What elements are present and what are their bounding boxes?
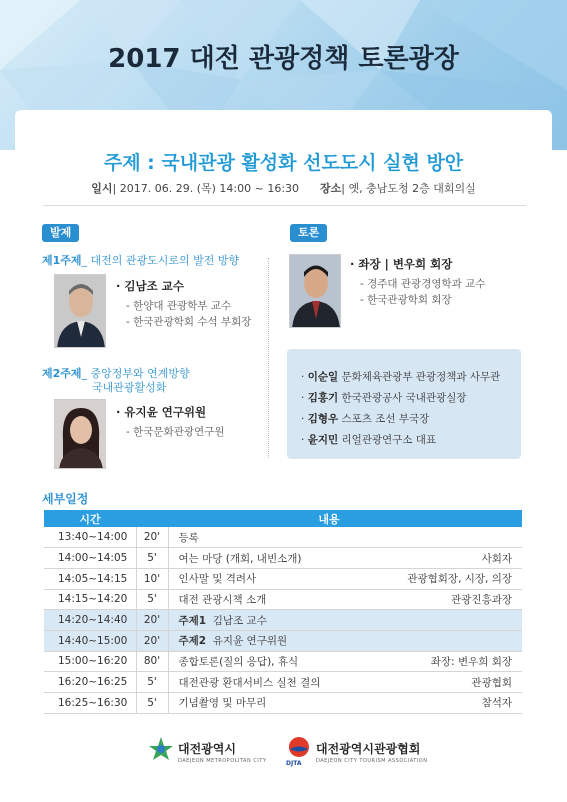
date-label: 일시 <box>91 182 113 195</box>
session-speaker: 김남조 교수 <box>212 614 267 627</box>
panelist-org: 리얼관광연구소 대표 <box>341 434 437 446</box>
speaker1-aff2: 한국관광학회 수석 부회장 <box>133 316 252 328</box>
schedule-row <box>44 589 522 610</box>
panelist-box <box>287 349 521 459</box>
speaker1-name: 김남조 교수 <box>124 279 184 293</box>
panelist-name: 김홍기 <box>307 392 339 404</box>
panelist-org: 한국관광공사 국내관광실장 <box>341 392 467 404</box>
schedule-content-cell <box>168 693 522 714</box>
panelist-name: 윤지민 <box>307 434 339 446</box>
schedule-header-row <box>44 510 522 527</box>
schedule-content: 기념촬영 및 마무리 <box>178 697 267 710</box>
schedule-content-cell <box>168 651 522 672</box>
first-subject: 제1주제_ 대전의 관광도시로의 발전 방향 <box>42 254 240 267</box>
djta-emblem-icon <box>288 736 310 758</box>
panelist-name: 이순일 <box>307 371 339 383</box>
speaker2: · 유지윤 연구위원 - 한국문화관광연구원 <box>116 405 225 438</box>
person-icon <box>55 400 106 469</box>
person-icon <box>290 255 341 328</box>
schedule-time: 14:20~14:40 <box>44 610 136 631</box>
schedule-content: 대전관광 환대서비스 실천 결의 <box>178 676 321 689</box>
schedule-row <box>44 693 522 714</box>
schedule-responsible: 관광협회장, 시장, 의장 <box>407 573 512 586</box>
schedule-time: 14:00~14:05 <box>44 548 136 569</box>
schedule-time: 14:40~15:00 <box>44 630 136 651</box>
chair-aff1: 경주대 관광경영학과 교수 <box>367 278 486 290</box>
schedule-responsible <box>512 530 522 545</box>
session-label: 주제2 <box>178 635 207 648</box>
first-subject-label: 제1주제 <box>42 254 82 267</box>
panelist-row: · 김홍기 한국관광공사 국내관광실장 <box>301 392 467 404</box>
chair-photo <box>289 254 341 328</box>
schedule-time: 14:15~14:20 <box>44 589 136 610</box>
divider <box>43 205 526 206</box>
schedule-minutes: 5' <box>136 589 168 610</box>
page-title: 2017 대전 관광정책 토론광장 <box>108 44 459 74</box>
schedule-row <box>44 630 522 651</box>
schedule-row <box>44 527 522 548</box>
chair-aff2: 한국관광학회 회장 <box>367 294 452 306</box>
chair-label: 좌장 <box>358 257 381 271</box>
association-name-en: DAEJEON CITY TOURISM ASSOCIATION <box>316 758 428 764</box>
schedule-minutes: 80' <box>136 651 168 672</box>
speaker1-photo <box>54 274 106 348</box>
schedule-content: 대전 관광시책 소개 <box>178 593 267 606</box>
schedule-row <box>44 651 522 672</box>
schedule-row <box>44 610 522 631</box>
schedule-row <box>44 568 522 589</box>
schedule-time: 16:25~16:30 <box>44 693 136 714</box>
session-speaker: 유지윤 연구위원 <box>212 635 288 648</box>
content-header: 내용 <box>136 510 522 527</box>
city-name-en: DAEJEON METROPOLITAN CITY <box>178 758 267 764</box>
schedule-time: 16:20~16:25 <box>44 672 136 693</box>
city-name: 대전광역시 <box>178 742 236 756</box>
schedule-title: 세부일정 <box>42 492 89 506</box>
second-subject-label: 제2주제 <box>42 367 82 380</box>
schedule-responsible <box>512 633 522 648</box>
column-divider <box>268 258 269 458</box>
speaker2-aff1: 한국문화관광연구원 <box>133 426 225 438</box>
panelist-org: 문화체육관광부 관광정책과 사무관 <box>341 371 501 383</box>
schedule-row <box>44 548 522 569</box>
second-subject-line2: 국내관광활성화 <box>92 381 167 394</box>
panelist-row: · 이순일 문화체육관광부 관광정책과 사무관 <box>301 371 501 383</box>
schedule-minutes: 20' <box>136 610 168 631</box>
schedule-content: 인사말 및 격려사 <box>178 573 257 586</box>
daejeon-city-logo <box>150 740 266 764</box>
panelist-name: 김형우 <box>307 413 339 425</box>
person-icon <box>55 275 106 348</box>
schedule-content: 종합토론(질의 응답), 휴식 <box>178 655 299 668</box>
place-value: 옛, 충남도청 2층 대회의실 <box>348 182 476 195</box>
schedule-table <box>44 510 522 714</box>
schedule-responsible: 사회자 <box>481 552 512 565</box>
panelist-row: · 윤지민 리얼관광연구소 대표 <box>301 434 437 446</box>
schedule-content-cell <box>168 568 522 589</box>
schedule-responsible <box>512 613 522 628</box>
schedule-content-cell <box>168 630 522 651</box>
djta-mark: DJTA <box>286 760 302 767</box>
schedule-time: 14:05~14:15 <box>44 568 136 589</box>
schedule-responsible: 관광협회 <box>471 676 512 689</box>
chair: · 좌장 | 변우희 회장 - 경주대 관광경영학과 교수 - 한국관광학회 회장 <box>350 257 486 306</box>
tourism-association-logo <box>286 740 428 767</box>
city-emblem-icon <box>148 736 174 762</box>
schedule-minutes: 5' <box>136 672 168 693</box>
first-subject-text: 대전의 관광도시로의 발전 방향 <box>90 254 240 267</box>
schedule-content-cell <box>168 548 522 569</box>
schedule-row <box>44 672 522 693</box>
schedule-minutes: 5' <box>136 693 168 714</box>
schedule-content-cell <box>168 610 522 631</box>
topic-heading: 주제 : 국내관광 활성화 선도도시 실현 방안 <box>103 152 464 174</box>
schedule-minutes: 20' <box>136 527 168 548</box>
speaker1-aff1: 한양대 관광학부 교수 <box>133 300 232 312</box>
second-subject-line1: 중앙정부와 연계방향 <box>90 367 190 380</box>
event-meta: 일시| 2017. 06. 29. (목) 14:00 ~ 16:30 장소| 옛, 충남도청 2층 대회의실 <box>91 182 476 195</box>
time-header: 시간 <box>44 510 136 527</box>
place-label: 장소 <box>320 182 342 195</box>
second-subject: 제2주제_ 중앙정부와 연계방향 국내관광활성화 <box>42 367 190 394</box>
speaker2-name: 유지윤 연구위원 <box>124 405 207 419</box>
schedule-content-cell <box>168 589 522 610</box>
panelist-org: 스포츠 조선 부국장 <box>341 413 430 425</box>
panelist-row: · 김형우 스포츠 조선 부국장 <box>301 413 430 425</box>
presentation-badge: 발제 <box>42 224 79 242</box>
schedule-time: 15:00~16:20 <box>44 651 136 672</box>
schedule-responsible: 좌장: 변우희 회장 <box>430 655 512 668</box>
association-name: 대전광역시관광협회 <box>316 742 421 756</box>
schedule-content: 여는 마당 (개회, 내빈소개) <box>178 552 302 565</box>
schedule-time: 13:40~14:00 <box>44 527 136 548</box>
schedule-content-cell <box>168 672 522 693</box>
schedule-minutes: 10' <box>136 568 168 589</box>
speaker2-photo <box>54 399 106 469</box>
schedule-content: 등록 <box>178 531 199 544</box>
schedule-minutes: 20' <box>136 630 168 651</box>
session-label: 주제1 <box>178 614 207 627</box>
speaker1: · 김남조 교수 - 한양대 관광학부 교수 - 한국관광학회 수석 부회장 <box>116 279 252 328</box>
schedule-responsible: 관광진흥과장 <box>451 593 512 606</box>
discussion-badge: 토론 <box>290 224 327 242</box>
schedule-minutes: 5' <box>136 548 168 569</box>
schedule-responsible: 참석자 <box>481 697 512 710</box>
date-value: 2017. 06. 29. (목) 14:00 ~ 16:30 <box>119 182 300 195</box>
schedule-content-cell <box>168 527 522 548</box>
chair-name: 변우희 회장 <box>392 257 453 271</box>
